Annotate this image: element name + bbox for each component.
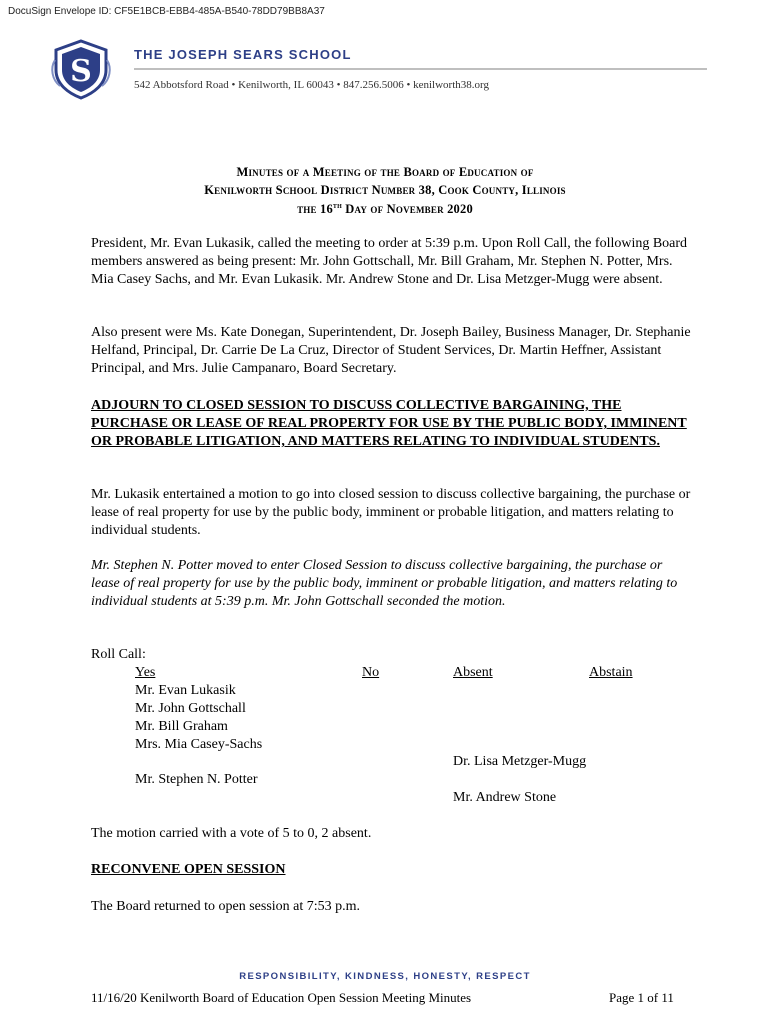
- school-motto: RESPONSIBILITY, KINDNESS, HONESTY, RESPECT: [239, 971, 531, 982]
- motion-paragraph: Mr. Stephen N. Potter moved to enter Closed Session to discuss collective bargaining, the purchase or lease of real property for use by the public body, imminent or probable litigation, and matters relating to individual students at 5:39 p.m. Mr. John Gottschall seconded the motion.: [91, 558, 678, 609]
- school-address: 542 Abbotsford Road • Kenilworth, IL 60043 • 847.256.5006 • kenilworth38.org: [134, 79, 489, 91]
- also-present-paragraph: Also present were Ms. Kate Donegan, Superintendent, Dr. Joseph Bailey, Business Manager, Dr. Stephanie Helfand, Principal, Dr. Carrie De La Cruz, Director of Student Services, Dr. Martin Heffner, Assistant Principal, and Mrs. Julie Campanaro, Board Secretary.: [91, 325, 691, 376]
- title-line-3-post: Day of November 2020: [341, 202, 473, 217]
- title-line-2: Kenilworth School District Number 38, Cook County, Illinois: [204, 183, 566, 197]
- title-line-3-sup: th: [332, 201, 342, 210]
- entertained-paragraph: Mr. Lukasik entertained a motion to go into closed session to discuss collective bargaining, the purchase or lease of real property for use by the public body, imminent or probable litigation, and matters relating to individual students.: [91, 487, 691, 538]
- roll-call-absent-item: Mr. Andrew Stone: [453, 790, 557, 805]
- roll-call-yes-item: Mr. Bill Graham: [135, 719, 228, 734]
- roll-call-yes-item: Mr. John Gottschall: [135, 701, 246, 716]
- motion-result-paragraph: The motion carried with a vote of 5 to 0, 2 absent.: [91, 826, 372, 841]
- reconvene-heading: RECONVENE OPEN SESSION: [91, 862, 286, 877]
- roll-call-header-no: No: [362, 665, 380, 680]
- roll-call-yes-item: Mr. Stephen N. Potter: [135, 772, 258, 787]
- svg-text:S: S: [70, 54, 92, 89]
- call-to-order-paragraph: President, Mr. Evan Lukasik, called the meeting to order at 5:39 p.m. Upon Roll Call, the following Board members answered as being present: Mr. John Gottschall, Mr. Bill Graham, Mr. Stephen N. Potter, Mrs. Mia Casey Sachs, and Mr. Evan Lukasik. Mr. Andrew Stone and Dr. Lisa Metzger-Mugg were absent.: [91, 236, 688, 287]
- roll-call-yes-item: Mr. Evan Lukasik: [135, 683, 236, 698]
- docusign-envelope-id: DocuSign Envelope ID: CF5E1BCB-EBB4-485A-B540-78DD79BB8A37: [8, 6, 325, 17]
- title-line-3: [0, 201, 770, 217]
- roll-call-yes-item: Mrs. Mia Casey-Sachs: [135, 737, 263, 752]
- title-line-1: Minutes of a Meeting of the Board of Education of: [236, 165, 534, 179]
- roll-call-header-yes: Yes: [135, 665, 156, 680]
- header-divider: [134, 68, 707, 70]
- title-line-3-pre: the 16: [297, 202, 333, 217]
- roll-call-label: Roll Call:: [91, 647, 146, 662]
- roll-call-absent-item: Dr. Lisa Metzger-Mugg: [453, 754, 587, 769]
- shield-crest-icon: [50, 38, 112, 100]
- roll-call-header-absent: Absent: [453, 665, 493, 680]
- roll-call-header-abstain: Abstain: [589, 665, 633, 680]
- returned-paragraph: The Board returned to open session at 7:53 p.m.: [91, 899, 361, 914]
- closed-session-heading: ADJOURN TO CLOSED SESSION TO DISCUSS COLLECTIVE BARGAINING, THE PURCHASE OR LEASE OF REAL PROPERTY FOR USE BY THE PUBLIC BODY, IMMINENT OR PROBABLE LITIGATION, AND MATTERS RELATING TO INDIVIDUAL STUDENTS.: [91, 398, 687, 449]
- footer-document-title: 11/16/20 Kenilworth Board of Education Open Session Meeting Minutes: [91, 990, 472, 1005]
- school-name: THE JOSEPH SEARS SCHOOL: [134, 47, 352, 62]
- page-number: Page 1 of 11: [609, 990, 674, 1005]
